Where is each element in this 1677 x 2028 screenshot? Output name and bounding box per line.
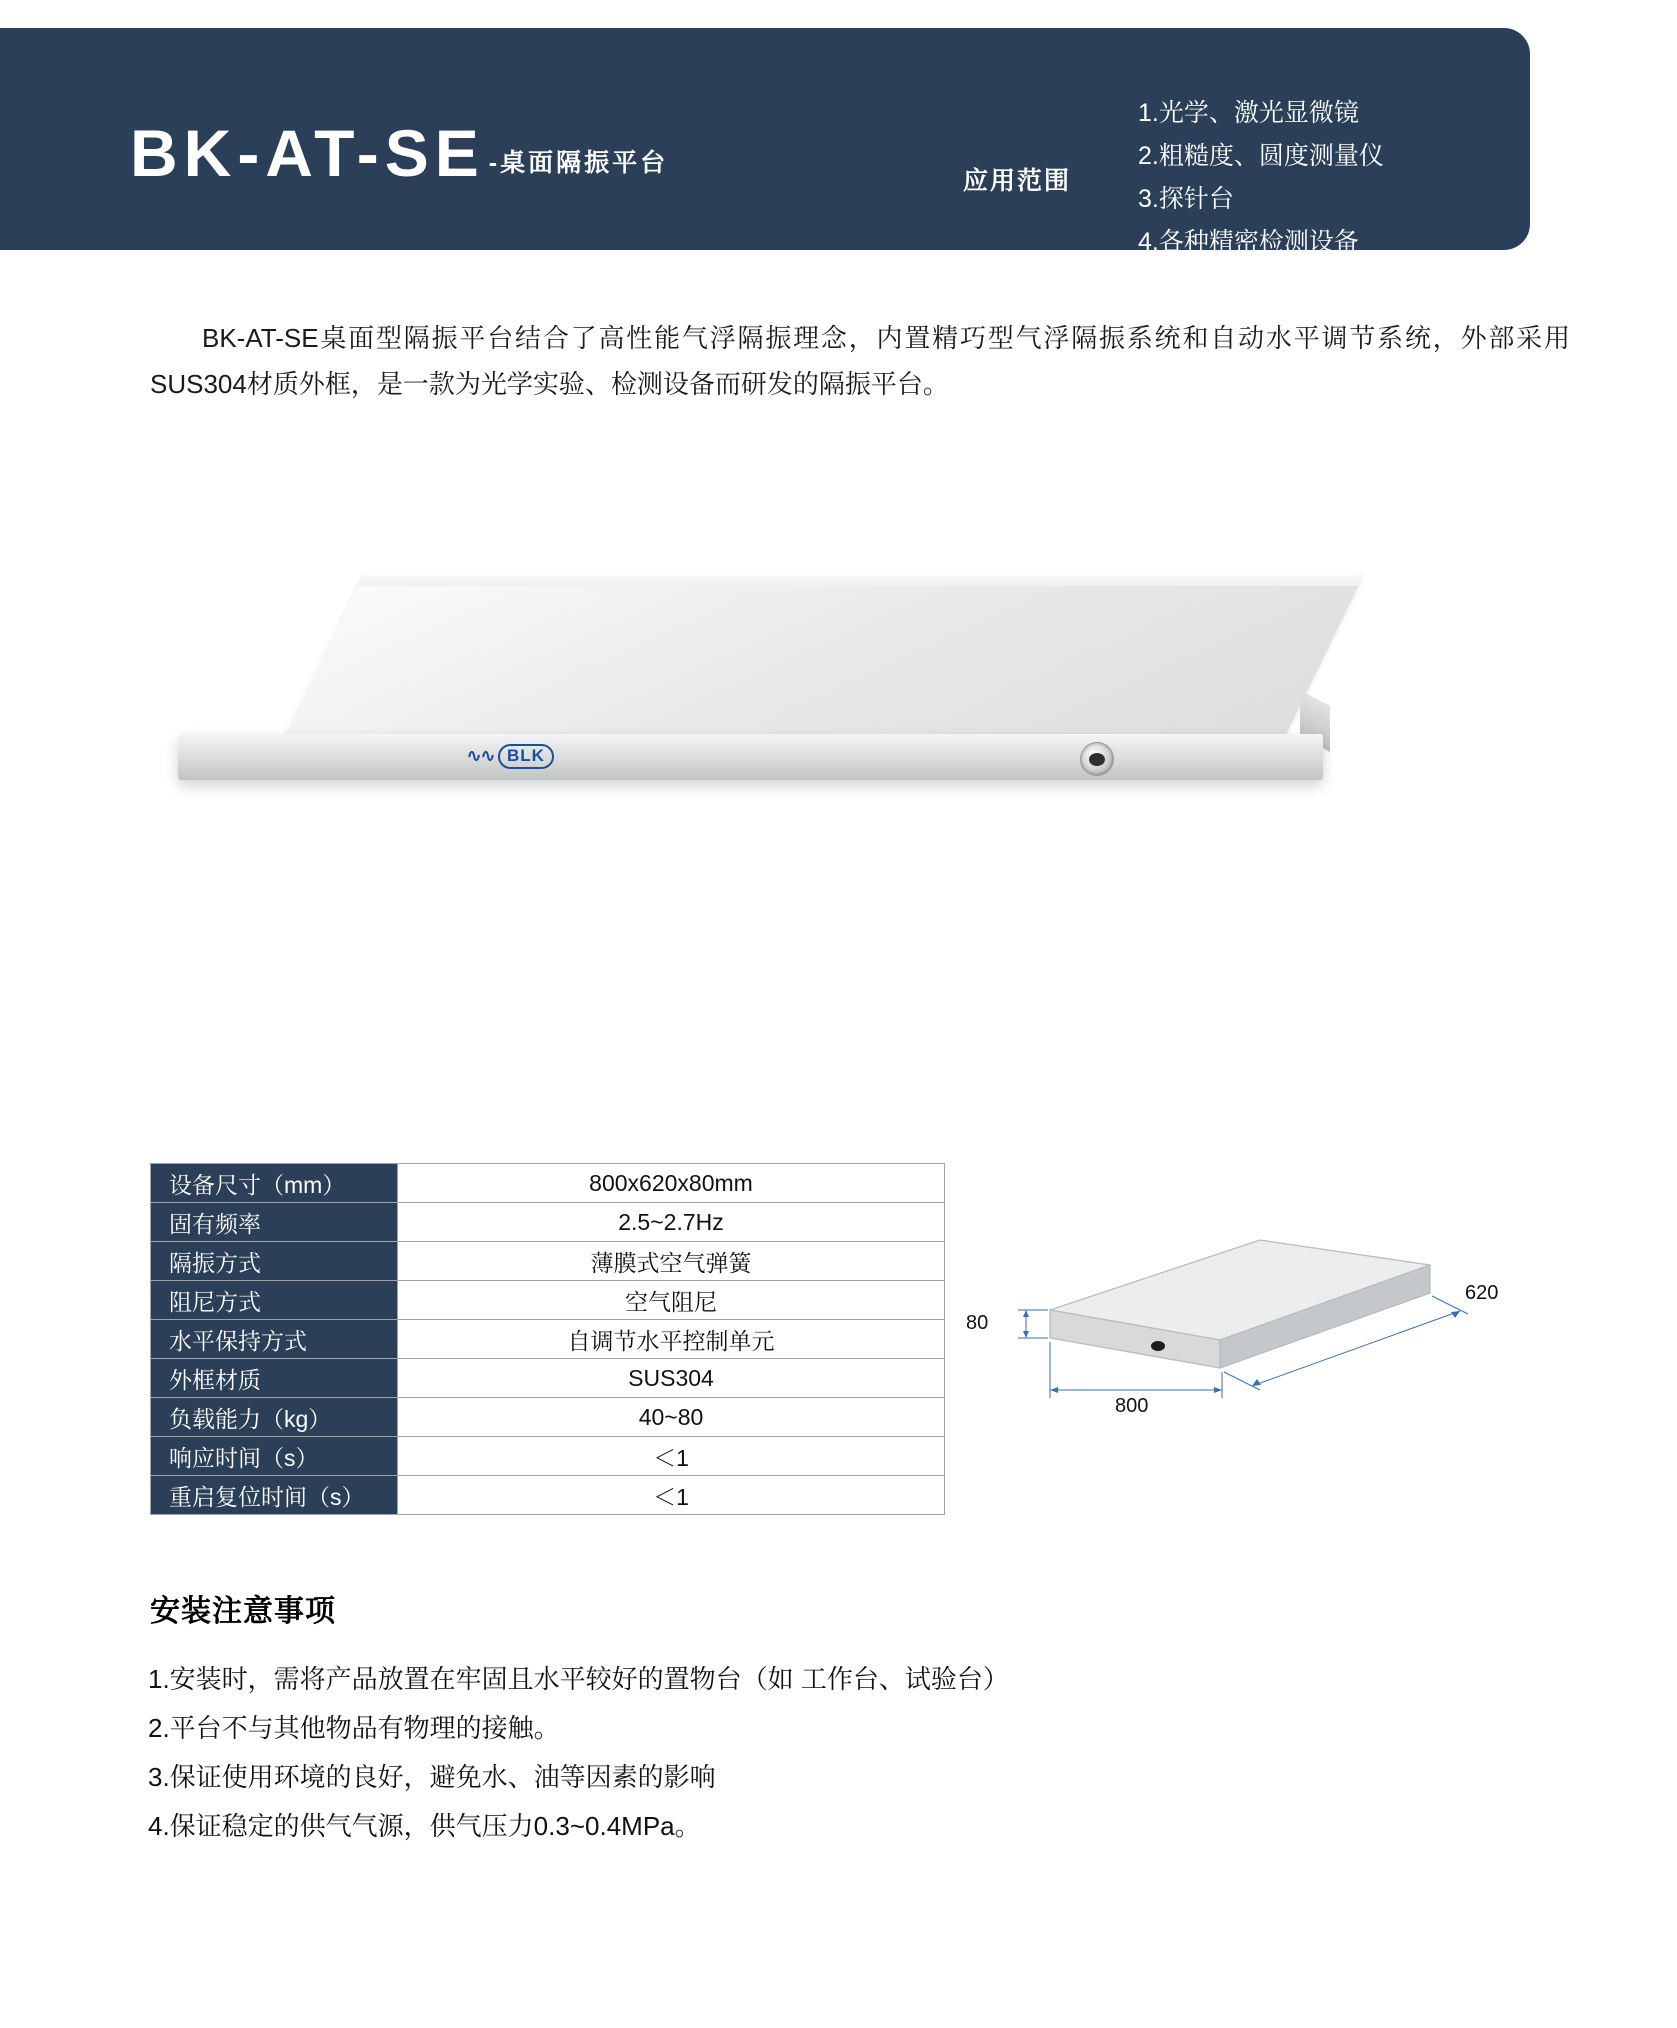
table-row	[151, 1437, 945, 1476]
gauge-dot-icon	[1151, 1341, 1165, 1351]
spec-label: 外框材质	[151, 1359, 398, 1398]
intro-text: BK-AT-SE桌面型隔振平台结合了高性能气浮隔振理念，内置精巧型气浮隔振系统和自动水平调节系统，外部采用SUS304材质外框，是一款为光学实验、检测设备而研发的隔振平台。	[150, 323, 1570, 400]
dim-ext-line	[1224, 1372, 1260, 1390]
table-row	[151, 1320, 945, 1359]
application-item: 2.粗糙度、圆度测量仪	[1138, 142, 1384, 170]
spec-value: ＜1	[398, 1476, 945, 1515]
page-subtitle: -桌面隔振平台	[488, 149, 669, 177]
spec-label: 负载能力（kg）	[151, 1398, 398, 1437]
header-title-group	[130, 116, 669, 190]
brand-logo-text: BLK	[498, 744, 554, 769]
spec-value: 40~80	[398, 1398, 945, 1437]
spec-value: 空气阻尼	[398, 1281, 945, 1320]
intro-paragraph	[150, 315, 1570, 408]
dimension-height-label: 80	[966, 1312, 989, 1334]
spec-value: 800x620x80mm	[398, 1164, 945, 1203]
dimension-drawing-svg	[960, 1230, 1560, 1450]
notes-title: 安装注意事项	[150, 1595, 336, 1628]
spec-value: SUS304	[398, 1359, 945, 1398]
spec-label: 隔振方式	[151, 1242, 398, 1281]
specification-table-body	[151, 1164, 945, 1515]
table-row	[151, 1359, 945, 1398]
spec-label: 水平保持方式	[151, 1320, 398, 1359]
table-row	[151, 1164, 945, 1203]
spec-label: 阻尼方式	[151, 1281, 398, 1320]
table-row	[151, 1398, 945, 1437]
brand-logo	[445, 743, 575, 770]
platform-front-face	[178, 734, 1323, 780]
list-item: 4.保证稳定的供气气源，供气压力0.3~0.4MPa。	[148, 1810, 701, 1841]
applications-label: 应用范围	[963, 167, 1072, 195]
platform-top-surface	[274, 570, 1367, 760]
table-row	[151, 1476, 945, 1515]
specification-table	[150, 1163, 945, 1515]
dimension-drawing	[960, 1230, 1560, 1450]
spec-label: 响应时间（s）	[151, 1437, 398, 1476]
dim-ext-line	[1432, 1296, 1468, 1314]
spec-value: 薄膜式空气弹簧	[398, 1242, 945, 1281]
spec-label: 重启复位时间（s）	[151, 1476, 398, 1515]
list-item: 3.保证使用环境的良好，避免水、油等因素的影响	[148, 1761, 716, 1792]
product-photo	[150, 560, 1530, 880]
dimension-width-label: 800	[1115, 1395, 1149, 1417]
list-item: 2.平台不与其他物品有物理的接触。	[148, 1712, 560, 1743]
spec-label: 固有频率	[151, 1203, 398, 1242]
waveform-icon: ∿∿	[466, 746, 494, 767]
spec-value: ＜1	[398, 1437, 945, 1476]
spec-value: 2.5~2.7Hz	[398, 1203, 945, 1242]
application-item: 3.探针台	[1138, 185, 1234, 213]
applications-list	[1138, 92, 1384, 264]
table-row	[151, 1203, 945, 1242]
list-item: 1.安装时，需将产品放置在牢固且水平较好的置物台（如 工作台、试验台）	[148, 1664, 1009, 1694]
spec-label: 设备尺寸（mm）	[151, 1164, 398, 1203]
application-item: 4.各种精密检测设备	[1138, 228, 1359, 256]
spec-value: 自调节水平控制单元	[398, 1320, 945, 1359]
header-banner	[0, 28, 1530, 256]
dimension-depth-label: 620	[1465, 1282, 1499, 1304]
pressure-gauge-icon	[1080, 742, 1114, 776]
page-title: BK-AT-SE	[130, 116, 485, 190]
platform-top-highlight	[359, 570, 1367, 586]
table-row	[151, 1242, 945, 1281]
notes-list	[148, 1655, 1548, 1851]
application-item: 1.光学、激光显微镜	[1138, 99, 1359, 127]
table-row	[151, 1281, 945, 1320]
